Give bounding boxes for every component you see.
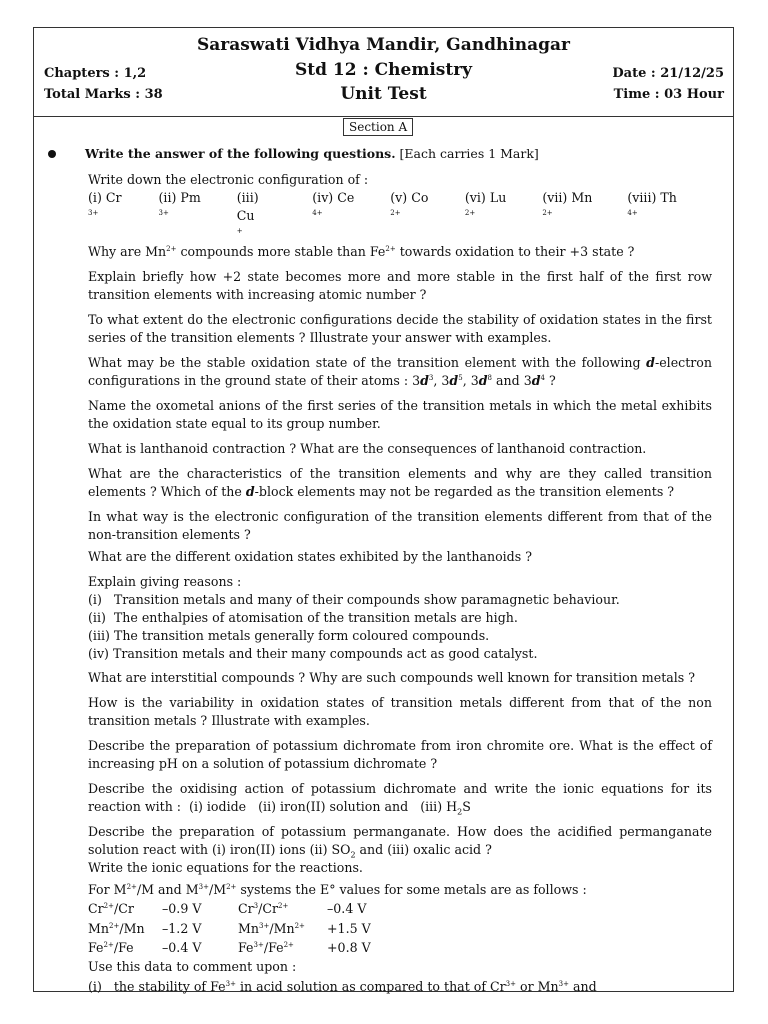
config-item: (v) $Co^{2+}$ — [390, 190, 429, 217]
ev-row — [88, 899, 712, 919]
question-16: Describe the preparation of potassium permanganate. How does the acidified permanganate solution react with (i) iron(II) ions (ii) $SO_2$ and (iii) oxalic acid ? Write the ionic equations for the reactions. — [88, 824, 712, 875]
question-13: How is the variability in oxidation states of transition metals different from that of the non transition metals ? Illustrate with examples. — [88, 695, 712, 728]
config-item: (iv) $Ce^{4+}$ — [312, 190, 355, 217]
question-9: In what way is the electronic configuration of the transition elements different from that of the non-transition elements ? — [88, 509, 712, 542]
ev-value-1: –1.2 V — [162, 920, 202, 936]
test-title: Unit Test — [340, 84, 427, 104]
question-12: What are interstitial compounds ? Why are such compounds well known for transition metals ? — [88, 670, 696, 685]
chapters-label: Chapters : 1,2 — [44, 66, 147, 81]
question-6: Name the oxometal anions of the first series of the transition metals in which the metal exhibits the oxidation state equal to its group number. — [88, 398, 712, 431]
header — [34, 28, 733, 117]
ev-value-2: –0.4 V — [327, 901, 367, 916]
ev-value-2: +1.5 V — [327, 920, 371, 936]
page-frame — [33, 27, 734, 992]
question-5: What may be the stable oxidation state of the transition element with the following d-electron configurations in the ground state of their atoms : $3d^3$, $3d^5$, $3d^8$ and $3d^4$ ? — [88, 355, 712, 388]
couple-2: $Mn^{3+}/Mn^{2+}$ — [238, 920, 305, 936]
question-15: Describe the oxidising action of potassium dichromate and write the ionic equations for its reaction with : (i) iodide (ii) iron(II) solution and (iii) $H_2S$ — [88, 781, 717, 817]
questions — [88, 171, 717, 996]
time-label: Time : 03 Hour — [613, 87, 724, 102]
school-name: Saraswati Vidhya Mandir, Gandhinagar — [196, 35, 571, 55]
reason-item: (ii) The enthalpies of atomisation of the transition metals are high. — [88, 610, 518, 625]
question-7: What is lanthanoid contraction ? What are the consequences of lanthanoid contraction. — [88, 441, 647, 456]
config-list — [88, 189, 712, 243]
question-17-use: Use this data to comment upon : — [88, 958, 297, 974]
config-item: (vi) $Lu^{2+}$ — [464, 190, 507, 217]
couple-1: $Cr^{2+}/Cr$ — [88, 901, 134, 916]
config-item: (iii) Cu+ — [236, 190, 259, 235]
reason-item: (iv) Transition metals and their many compounds act as good catalyst. — [88, 646, 538, 661]
config-item: (i) $Cr^{3+}$ — [88, 190, 122, 217]
config-item: (vii) $Mn^{2+}$ — [542, 190, 593, 217]
config-item: (ii) $Pm^{3+}$ — [158, 190, 201, 217]
config-item: (viii) $Th^{4+}$ — [627, 190, 677, 217]
standard-title: Std 12 : Chemistry — [294, 60, 473, 80]
question-17-i: (i) the stability of $Fe^{3+}$ in acid solution as compared to that of $Cr^{3+}$ or $Mn^{3+}$ and — [88, 978, 597, 994]
question-14: Describe the preparation of potassium dichromate from iron chromite ore. What is the effect of increasing pH on a solution of potassium dichromate ? — [88, 738, 712, 771]
couple-2: $Fe^{3+}/Fe^{2+}$ — [238, 940, 294, 955]
question-11: Explain giving reasons : (i) Transition metals and many of their compounds show paramagnetic behaviour. (ii) The enthalpies of atomisation of the transition metals are high. (iii) The transition metals generally form coloured compounds. (iv) Transition metals and their many compounds act as good catalyst. — [88, 574, 620, 661]
question-1: Write down the electronic configuration of : — [88, 172, 369, 187]
ev-value-2: +0.8 V — [327, 940, 371, 955]
bullet-icon — [48, 150, 56, 158]
couple-1: $Fe^{2+}/Fe$ — [88, 940, 134, 955]
section-heading: Section A — [343, 118, 413, 136]
question-2: Why are $Mn^{2+}$ compounds more stable than $Fe^{2+}$ towards oxidation to their +3 state ? — [88, 244, 635, 259]
question-8: What are the characteristics of the transition elements and why are they called transition elements ? Which of the d-block elements may not be regarded as the transition elements ? — [88, 466, 712, 499]
ev-row — [88, 919, 712, 939]
question-3: Explain briefly how +2 state becomes more and more stable in the first half of the first row transition elements with increasing atomic number ? — [88, 269, 712, 302]
question-4: To what extent do the electronic configurations decide the stability of oxidation states in the first series of the transition elements ? Illustrate your answer with examples. — [88, 312, 712, 345]
reason-item: (i) Transition metals and many of their compounds show paramagnetic behaviour. — [88, 592, 620, 607]
ev-value-1: –0.9 V — [162, 901, 202, 916]
total-marks-label: Total Marks : 38 — [44, 87, 163, 102]
reason-item: (iii) The transition metals generally form coloured compounds. — [88, 628, 490, 643]
couple-2: $Cr^3/Cr^{2+}$ — [238, 901, 289, 916]
ev-table — [88, 899, 712, 958]
question-17: For $M^{2+}/M$ and $M^{3+}/M^{2+}$ systems the E° values for some metals are as follows : — [88, 882, 587, 897]
date-label: Date : 21/12/25 — [612, 66, 724, 81]
instruction: Write the answer of the following questions. [Each carries 1 Mark] — [85, 146, 539, 161]
couple-1: $Mn^{2+}/Mn$ — [88, 920, 145, 936]
ev-row — [88, 938, 712, 958]
question-10: What are the different oxidation states exhibited by the lanthanoids ? — [88, 549, 532, 564]
ev-value-1: –0.4 V — [162, 940, 202, 955]
